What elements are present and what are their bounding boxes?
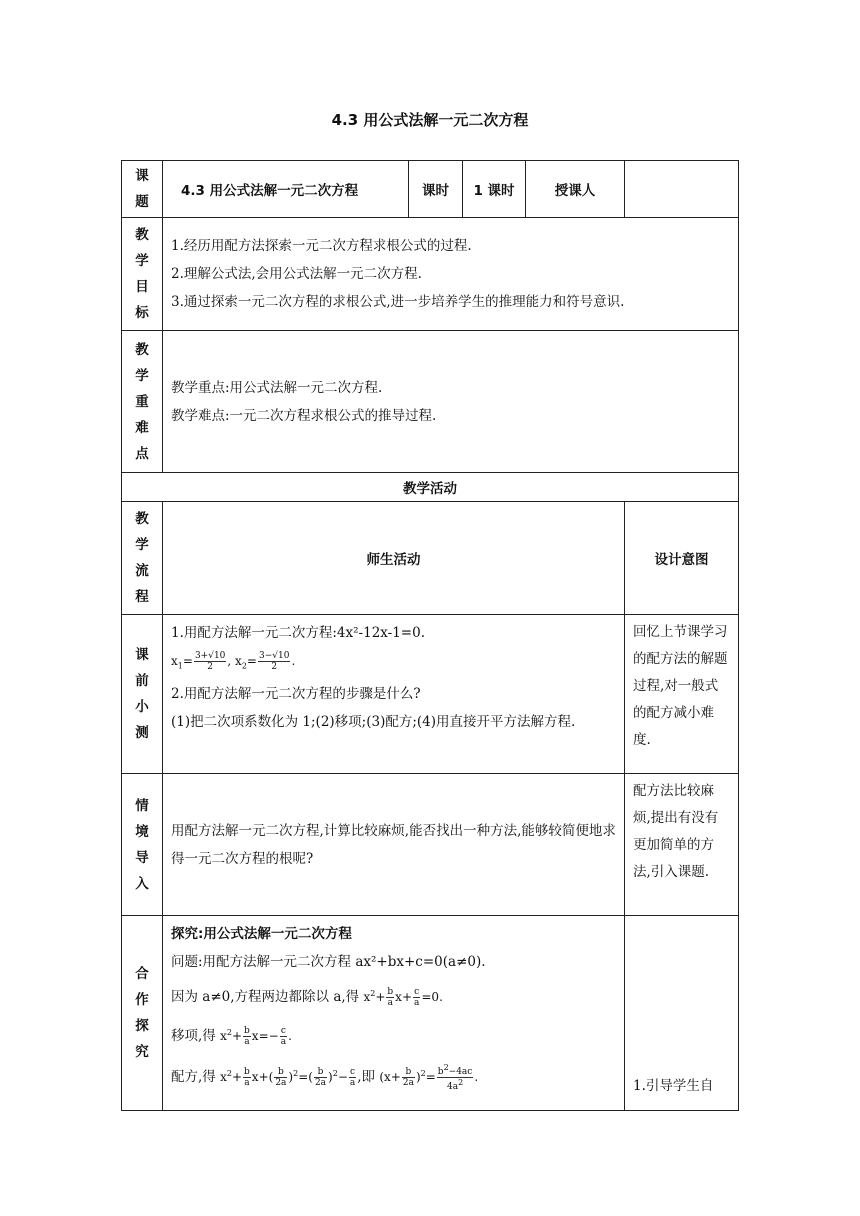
flow-label: 教 学 流 程 bbox=[122, 502, 163, 615]
situation-text: 用配方法解一元二次方程,计算比较麻烦,能否找出一种方法,能够较简便地求得一元二次方程的根呢? bbox=[171, 822, 616, 867]
hours-value: 1 课时 bbox=[463, 161, 526, 218]
topic-value: 4.3 用公式法解一元二次方程 bbox=[163, 161, 409, 218]
pretest-answer-2: (1)把二次项系数化为 1;(2)移项;(3)配方;(4)用直接开平方法解方程. bbox=[171, 714, 576, 731]
objective-item: 1.经历用配方法探索一元二次方程求根公式的过程. bbox=[171, 238, 472, 254]
topic-label: 课 题 bbox=[122, 161, 163, 218]
situation-row bbox=[122, 774, 739, 916]
explore-step-move: 移项,得 $x^2+$ $\frac{b}{a}$ x=− $\frac{c}{a}$ . bbox=[171, 1026, 292, 1047]
teacher-label: 授课人 bbox=[526, 161, 625, 218]
objectives-label: 教 学 目 标 bbox=[122, 218, 163, 331]
lesson-plan-table bbox=[121, 160, 739, 1111]
explore-label: 合 作 探 究 bbox=[122, 916, 163, 1111]
pretest-content bbox=[163, 615, 625, 774]
activity-column-header: 师生活动 bbox=[163, 502, 625, 615]
objectives-row bbox=[122, 218, 739, 331]
activities-title-row bbox=[122, 473, 739, 502]
teaching-difficulty: 教学难点:一元二次方程求根公式的推导过程. bbox=[171, 407, 437, 424]
situation-content bbox=[163, 774, 625, 916]
page-title: 4.3 用公式法解一元二次方程 bbox=[331, 111, 529, 129]
pretest-question-1: 1.用配方法解一元二次方程:4x²-12x-1=0. bbox=[171, 625, 426, 641]
keypoints-label: 教 学 重 难 点 bbox=[122, 331, 163, 473]
objective-item: 2.理解公式法,会用公式法解一元二次方程. bbox=[171, 266, 422, 282]
explore-step-complete-square: 配方,得 $x^2+$ $\frac{b}{a}$ x+( $\frac{b}{2a}$ )$^2$=( $\frac{b}{2a}$ )$^2$− $\frac{c}{a}$ ,即 (x+ $\frac{b}{2a}$ )$^2$= $\frac{b^2-4ac}{4a^2}$ . bbox=[171, 1063, 479, 1092]
explore-row bbox=[122, 916, 739, 1111]
explore-step-divide: 因为 a≠0,方程两边都除以 a,得 $x^2+$ $\frac{b}{a}$ x+ $\frac{c}{a}$ =0. bbox=[171, 987, 443, 1008]
pretest-answer-1: $x_1=$ $\frac{3+√10}{2}$ , $x_2=$ $\frac{3-√10}{2}$ . bbox=[171, 651, 296, 672]
pretest-label: 课 前 小 测 bbox=[122, 615, 163, 774]
explore-content bbox=[163, 916, 625, 1111]
objectives-content bbox=[163, 218, 739, 331]
intent-column-header: 设计意图 bbox=[625, 502, 739, 615]
situation-label: 情 境 导 入 bbox=[122, 774, 163, 916]
objective-item: 3.通过探索一元二次方程的求根公式,进一步培养学生的推理能力和符号意识. bbox=[171, 294, 625, 310]
teaching-focus: 教学重点:用公式法解一元二次方程. bbox=[171, 379, 383, 396]
activities-title: 教学活动 bbox=[122, 473, 739, 502]
flow-row bbox=[122, 502, 739, 615]
pretest-intent: 回忆上节课学习的配方法的解题过程,对一般式的配方减小难度. bbox=[625, 615, 739, 774]
hours-label: 课时 bbox=[409, 161, 463, 218]
teacher-value bbox=[625, 161, 739, 218]
explore-intent: 1.引导学生自 bbox=[625, 916, 739, 1111]
situation-intent: 配方法比较麻烦,提出有没有更加简单的方法,引入课题. bbox=[625, 774, 739, 916]
explore-problem: 问题:用配方法解一元二次方程 ax²+bx+c=0(a≠0). bbox=[171, 954, 486, 970]
pretest-question-2: 2.用配方法解一元二次方程的步骤是什么? bbox=[171, 686, 421, 703]
header-row bbox=[122, 161, 739, 218]
pretest-row bbox=[122, 615, 739, 774]
explore-heading: 探究:用公式法解一元二次方程 bbox=[171, 926, 352, 942]
keypoints-row bbox=[122, 331, 739, 473]
keypoints-content bbox=[163, 331, 739, 473]
